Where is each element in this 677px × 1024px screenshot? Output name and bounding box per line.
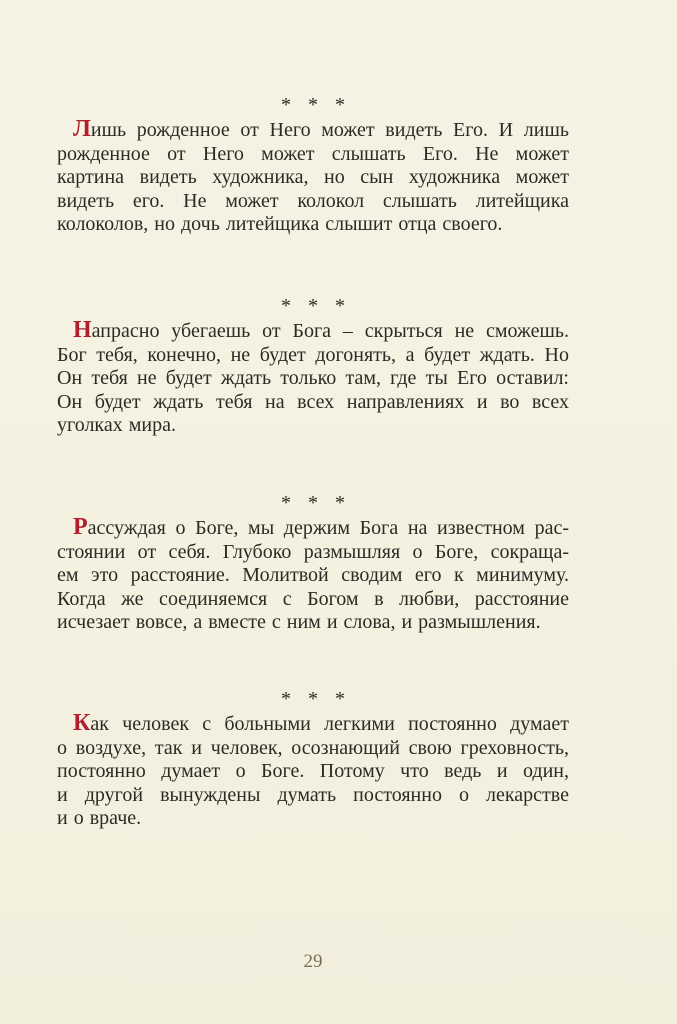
text-line: Он будет ждать тебя на всех направлениях и во всех <box>57 390 569 413</box>
text-line: колоколов, но дочь литейщика слышит отца своего. <box>57 213 503 235</box>
text-line: о воздухе, так и человек, осознающий свою греховность, <box>57 736 569 759</box>
text-line: уголках мира. <box>57 414 176 436</box>
drop-cap-letter: Р <box>73 514 88 540</box>
text-line: постоянно думает о Боге. Потому что ведь и один, <box>57 760 569 782</box>
aphorism-paragraph <box>57 710 569 831</box>
aphorism-section-2 <box>57 294 569 438</box>
text-line: ем это расстояние. Молитвой сводим его к минимуму. <box>57 564 569 586</box>
first-line-text: ак человек с больными легкими постоянно думает <box>90 713 569 735</box>
aphorism-paragraph <box>57 317 569 438</box>
text-line: рожденное от Него может слышать Его. Не может <box>57 142 569 165</box>
section-separator: * * * <box>281 492 351 514</box>
first-line-text: ишь рожденное от Него может видеть Его. И лишь <box>90 119 569 141</box>
section-separator: * * * <box>281 295 351 317</box>
drop-cap-letter: Н <box>73 317 92 343</box>
aphorism-paragraph <box>57 514 569 635</box>
first-line-text: апрасно убегаешь от Бога – скрыться не сможешь. <box>91 320 569 342</box>
drop-cap-letter: К <box>73 710 91 736</box>
text-line: исчезает вовсе, а вместе с ним и слова, и размышления. <box>57 611 541 633</box>
text-line: и о враче. <box>57 807 142 829</box>
text-line: Он тебя не будет ждать только там, где ты Его оставил: <box>57 367 569 389</box>
section-separator: * * * <box>281 688 351 710</box>
aphorism-paragraph <box>57 116 569 237</box>
text-line: картина видеть художника, но сын художника может <box>57 166 569 188</box>
text-line: и другой вынуждены думать постоянно о лекарстве <box>57 783 569 806</box>
first-line-text: ассуждая о Боге, мы держим Бога на известном рас- <box>87 517 569 539</box>
section-separator: * * * <box>281 94 351 116</box>
text-line: видеть его. Не может колокол слышать литейщика <box>57 189 569 212</box>
text-line <box>57 317 569 344</box>
page-number: 29 <box>303 951 323 972</box>
text-line <box>57 514 569 541</box>
aphorism-section-4 <box>57 687 569 831</box>
drop-cap-letter: Л <box>73 116 91 142</box>
text-line: Когда же соединяемся с Богом в любви, расстояние <box>57 587 569 610</box>
aphorism-section-1 <box>57 93 569 237</box>
text-line <box>57 116 569 143</box>
aphorism-section-3 <box>57 491 569 635</box>
text-line <box>57 710 569 737</box>
text-line: стоянии от себя. Глубоко размышляя о Боге, сокраща- <box>57 540 569 563</box>
text-line: Бог тебя, конечно, не будет догонять, а будет ждать. Но <box>57 343 569 366</box>
